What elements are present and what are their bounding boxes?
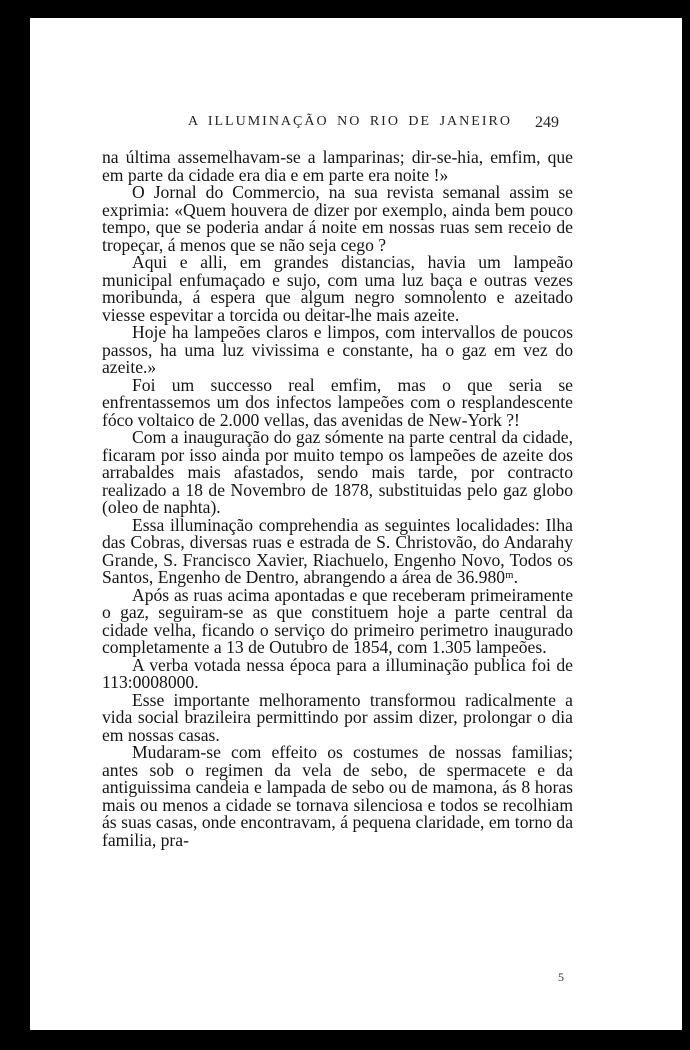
book-page	[30, 18, 682, 1030]
paragraph: na última assemelhavam-se a lamparinas; dir-se-hia, emfim, que em parte da cidade era dia e em parte era noite !»	[102, 147, 573, 185]
paragraph: O Jornal do Commercio, na sua revista semanal assim se exprimia: «Quem houvera de dizer por exemplo, ainda bem pouco tempo, que se poderia andar á noite em nossas ruas sem receio de tropeçar, á menos que se não seja cego ?	[102, 182, 573, 255]
page-header	[30, 114, 682, 138]
signature-mark: 5	[558, 970, 564, 984]
paragraph: Esse importante melhoramento transformou radicalmente a vida social brazileira permittindo por assim dizer, prolongar o dia em nossas casas.	[102, 689, 573, 745]
paragraph: Após as ruas acima apontadas e que receberam primeiramente o gaz, seguiram-se as que constituem hoje a parte central da cidade velha, ficando o serviço do primeiro perimetro inaugurado completamente a 13 de Outubro de 1854, com 1.305 lampeões.	[102, 584, 573, 657]
paragraph: Hoje ha lampeões claros e limpos, com intervallos de poucos passos, ha uma luz vivissima e constante, ha o gaz em vez do azeite.»	[102, 322, 573, 377]
paragraph: A verba votada nessa época para a illuminação publica foi de 113:0008000.	[102, 654, 573, 692]
paragraph: Foi um successo real emfim, mas o que seria se enfrentassemos um dos infectos lampeões com o resplandescente fóco voltaico de 2.000 vellas, das avenidas de New-York ?!	[102, 374, 573, 430]
paragraph: Aqui e alli, em grandes distancias, havia um lampeão municipal enfumaçado e sujo, com uma luz baça e outras vezes moribunda, á espera que algum negro somnolento e azeitado viesse espevitar a torcida ou deitar-lhe mais azeite.	[102, 252, 573, 325]
paragraph: Mudaram-se com effeito os costumes de nossas familias; antes sob o regimen da vela de sebo, de spermacete e da antiguissima candeia e lampada de sebo ou de mamona, ás 8 horas mais ou menos a cidade se tornava silenciosa e todos se recolhiam ás suas casas, onde encontravam, á pequena claridade, em torno da familia, pra-	[102, 742, 573, 850]
running-title: A ILLUMINAÇÃO NO RIO DE JANEIRO	[188, 114, 512, 129]
paragraph: Com a inauguração do gaz sómente na parte central da cidade, ficaram por isso ainda por muito tempo os lampeões de azeite dos arrabaldes mais afastados, sendo mais tarde, por contracto realizado a 18 de Novembro de 1878, substituidas pelo gaz globo (oleo de naphta).	[102, 427, 573, 517]
body-text	[102, 149, 573, 849]
paragraph: Essa illuminação comprehendia as seguintes localidades: Ilha das Cobras, diversas ruas e estrada de S. Christovão, do Andarahy Grande, S. Francisco Xavier, Riachuelo, Engenho Novo, Todos os Santos, Engenho de Dentro, abrangendo a área de 36.980ᵐ.	[102, 514, 573, 587]
page-number: 249	[535, 114, 559, 131]
